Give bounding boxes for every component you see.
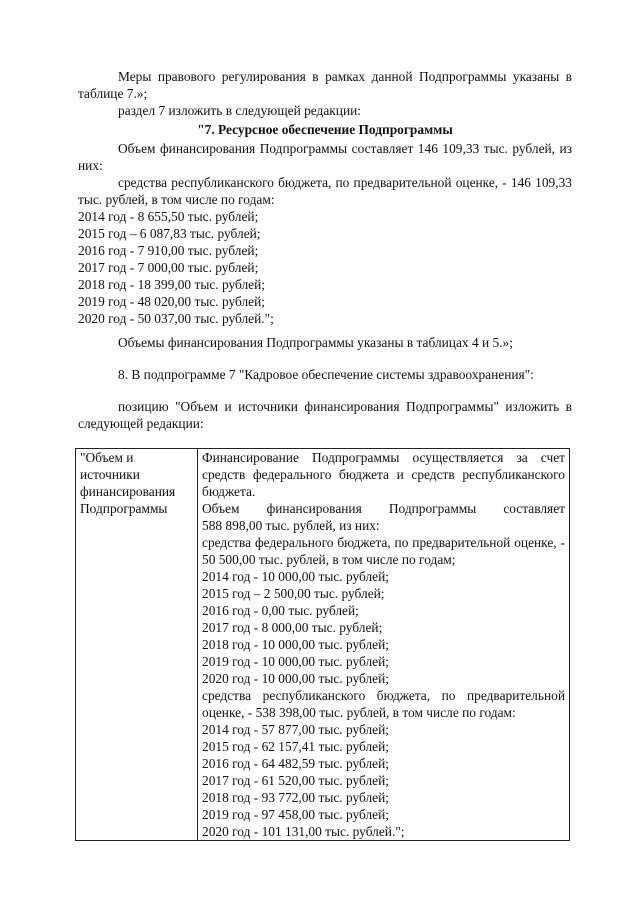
intro-block bbox=[78, 68, 572, 119]
section-7-body bbox=[78, 140, 572, 327]
intro-instruction: раздел 7 изложить в следующей редакции: bbox=[118, 103, 362, 118]
year-line: 2016 год - 7 910,00 тыс. рублей; bbox=[78, 243, 259, 258]
label-line: "Объем и bbox=[80, 450, 134, 465]
item-8-instruction bbox=[78, 398, 572, 432]
regional-year: 2018 год - 93 772,00 тыс. рублей; bbox=[202, 790, 389, 805]
federal-year: 2015 год – 2 500,00 тыс. рублей; bbox=[202, 586, 385, 601]
volume-paragraph: Объем финансирования Подпрограммы составляет 146 109,33 тыс. рублей, из них: bbox=[78, 141, 572, 173]
regional-year: 2014 год - 57 877,00 тыс. рублей; bbox=[202, 722, 389, 737]
year-line: 2017 год - 7 000,00 тыс. рублей; bbox=[78, 260, 259, 275]
federal-year: 2019 год - 10 000,00 тыс. рублей; bbox=[202, 654, 389, 669]
federal-year: 2016 год - 0,00 тыс. рублей; bbox=[202, 603, 359, 618]
federal-year: 2018 год - 10 000,00 тыс. рублей; bbox=[202, 637, 389, 652]
instruction-text: позицию "Объем и источники финансирования Подпрограммы" изложить в следующей редакции: bbox=[78, 399, 572, 431]
section-7-title bbox=[78, 121, 572, 138]
federal-year: 2014 год - 10 000,00 тыс. рублей; bbox=[202, 569, 389, 584]
label-line: источники bbox=[80, 467, 140, 482]
section-title: "7. Ресурсное обеспечение Подпрограммы bbox=[197, 122, 453, 137]
volume-line: Объем финансирования Подпрограммы составляет bbox=[202, 501, 565, 516]
year-line: 2014 год - 8 655,50 тыс. рублей; bbox=[78, 209, 259, 224]
year-line: 2015 год – 6 087,83 тыс. рублей; bbox=[78, 226, 261, 241]
funding-intro: Финансирование Подпрограммы осуществляется за счет средств федерального бюджета и средств республиканского бюджета. bbox=[202, 450, 565, 499]
regional-year: 2019 год - 97 458,00 тыс. рублей; bbox=[202, 807, 389, 822]
regional-year: 2017 год - 61 520,00 тыс. рублей; bbox=[202, 773, 389, 788]
label-line: финансирования bbox=[80, 484, 176, 499]
federal-year: 2017 год - 8 000,00 тыс. рублей; bbox=[202, 620, 383, 635]
regional-year: 2015 год - 62 157,41 тыс. рублей; bbox=[202, 739, 389, 754]
item-8-text: 8. В подпрограмме 7 "Кадровое обеспечение системы здравоохранения": bbox=[118, 367, 534, 382]
passport-table bbox=[75, 448, 570, 841]
year-line: 2019 год - 48 020,00 тыс. рублей; bbox=[78, 294, 265, 309]
volume-amount: 588 898,00 тыс. рублей, из них: bbox=[202, 518, 380, 533]
tables-note-text: Объемы финансирования Подпрограммы указаны в таблицах 4 и 5.»; bbox=[118, 335, 513, 350]
label-cell bbox=[76, 449, 198, 841]
regional-year: 2020 год - 101 131,00 тыс. рублей."; bbox=[202, 824, 405, 839]
regional-paragraph: средства республиканского бюджета, по предварительной оценке, - 538 398,00 тыс. рублей, в том числе по годам: bbox=[202, 688, 565, 720]
regional-paragraph: средства республиканского бюджета, по предварительной оценке, - 146 109,33 тыс. рублей, в том числе по годам: bbox=[78, 175, 572, 207]
federal-year: 2020 год - 10 000,00 тыс. рублей; bbox=[202, 671, 389, 686]
year-line: 2020 год - 50 037,00 тыс. рублей."; bbox=[78, 311, 274, 326]
year-line: 2018 год - 18 399,00 тыс. рублей; bbox=[78, 277, 265, 292]
item-8-heading bbox=[78, 366, 572, 383]
intro-paragraph: Меры правового регулирования в рамках данной Подпрограммы указаны в таблице 7.»; bbox=[78, 69, 572, 101]
federal-paragraph: средства федерального бюджета, по предварительной оценке, - 50 500,00 тыс. рублей, в том числе по годам; bbox=[202, 535, 565, 567]
table-row bbox=[76, 449, 570, 841]
regional-year: 2016 год - 64 482,59 тыс. рублей; bbox=[202, 756, 389, 771]
label-line: Подпрограммы bbox=[80, 501, 168, 516]
tables-note bbox=[78, 334, 572, 351]
content-cell bbox=[198, 449, 570, 841]
